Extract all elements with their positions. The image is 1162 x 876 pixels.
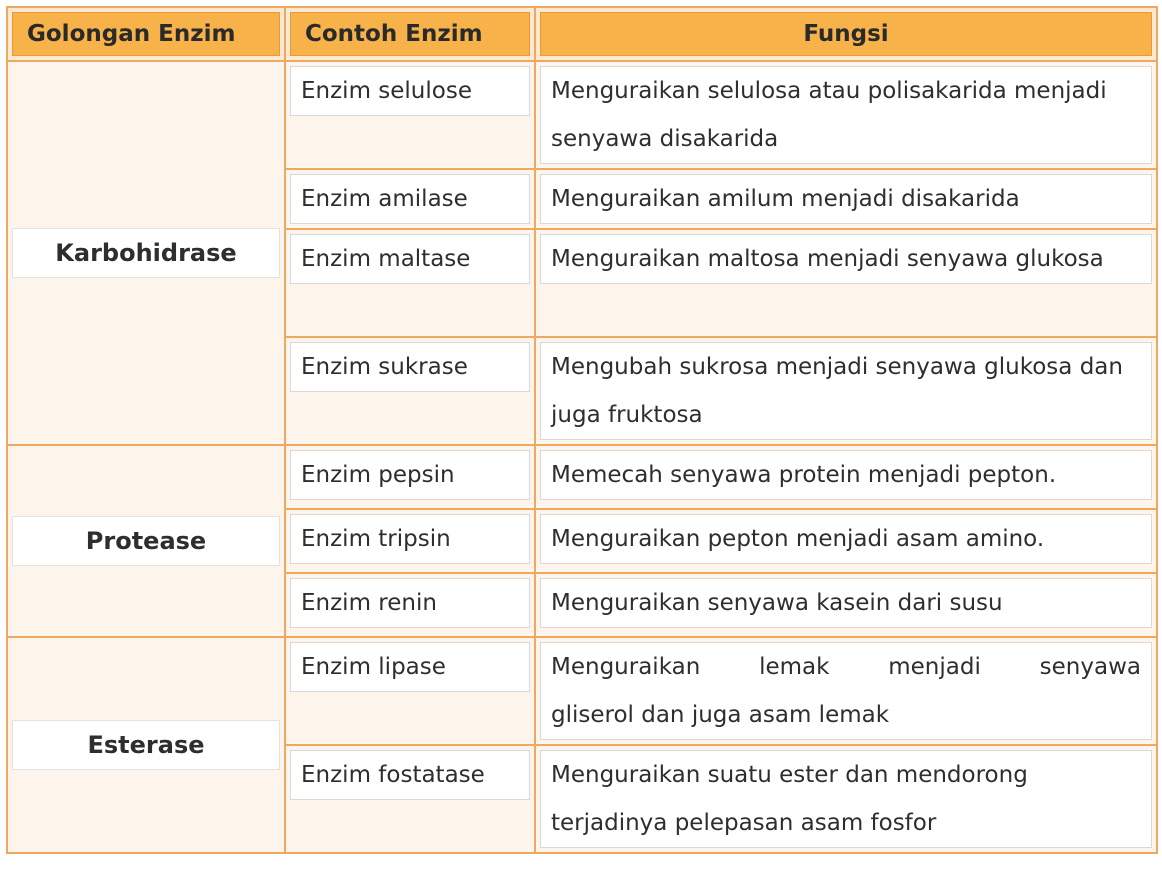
group-cell-karbohidrase [8, 62, 286, 446]
enzyme-cell [286, 446, 536, 510]
function-cell [536, 338, 1158, 446]
header-group [8, 8, 286, 62]
enzyme-cell [286, 746, 536, 854]
header-group-label: Golongan Enzim [12, 12, 280, 56]
function-cell [536, 446, 1158, 510]
enzyme-function: Menguraikan maltosa menjadi senyawa glukosa [540, 234, 1152, 284]
table-row [8, 446, 1158, 510]
group-cell-esterase [8, 638, 286, 854]
enzyme-function: Menguraikan selulosa atau polisakarida menjadi senyawa disakarida [540, 66, 1152, 164]
enzyme-function: Menguraikan suatu ester dan mendorong terjadinya pelepasan asam fosfor [540, 750, 1152, 848]
header-function-label: Fungsi [540, 12, 1152, 56]
enzyme-function: Mengubah sukrosa menjadi senyawa glukosa dan juga fruktosa [540, 342, 1152, 440]
enzyme-cell [286, 170, 536, 230]
header-row [8, 8, 1158, 62]
header-example [286, 8, 536, 62]
function-cell [536, 574, 1158, 638]
group-cell-protease [8, 446, 286, 638]
enzyme-cell [286, 338, 536, 446]
enzyme-function-line: Menguraikan lemak menjadi senyawa [551, 654, 1141, 680]
function-cell [536, 638, 1158, 746]
enzyme-name: Enzim selulose [290, 66, 530, 116]
enzyme-table [6, 6, 1158, 854]
function-cell [536, 62, 1158, 170]
function-cell [536, 170, 1158, 230]
table-row [8, 638, 1158, 746]
function-cell [536, 510, 1158, 574]
enzyme-function [540, 642, 1152, 740]
enzyme-name: Enzim sukrase [290, 342, 530, 392]
group-label: Karbohidrase [12, 228, 280, 278]
enzyme-name: Enzim renin [290, 578, 530, 628]
enzyme-cell [286, 230, 536, 338]
header-function [536, 8, 1158, 62]
group-label: Protease [12, 516, 280, 566]
enzyme-function: Menguraikan senyawa kasein dari susu [540, 578, 1152, 628]
function-cell [536, 746, 1158, 854]
enzyme-function-line: gliserol dan juga asam lemak [551, 702, 890, 728]
enzyme-cell [286, 574, 536, 638]
enzyme-function: Memecah senyawa protein menjadi pepton. [540, 450, 1152, 500]
enzyme-name: Enzim tripsin [290, 514, 530, 564]
enzyme-name: Enzim maltase [290, 234, 530, 284]
enzyme-name: Enzim amilase [290, 174, 530, 224]
enzyme-cell [286, 62, 536, 170]
enzyme-name: Enzim pepsin [290, 450, 530, 500]
enzyme-cell [286, 510, 536, 574]
group-label: Esterase [12, 720, 280, 770]
enzyme-name: Enzim fostatase [290, 750, 530, 800]
table-row [8, 62, 1158, 170]
enzyme-cell [286, 638, 536, 746]
function-cell [536, 230, 1158, 338]
header-example-label: Contoh Enzim [290, 12, 530, 56]
enzyme-name: Enzim lipase [290, 642, 530, 692]
enzyme-function: Menguraikan amilum menjadi disakarida [540, 174, 1152, 224]
enzyme-function: Menguraikan pepton menjadi asam amino. [540, 514, 1152, 564]
